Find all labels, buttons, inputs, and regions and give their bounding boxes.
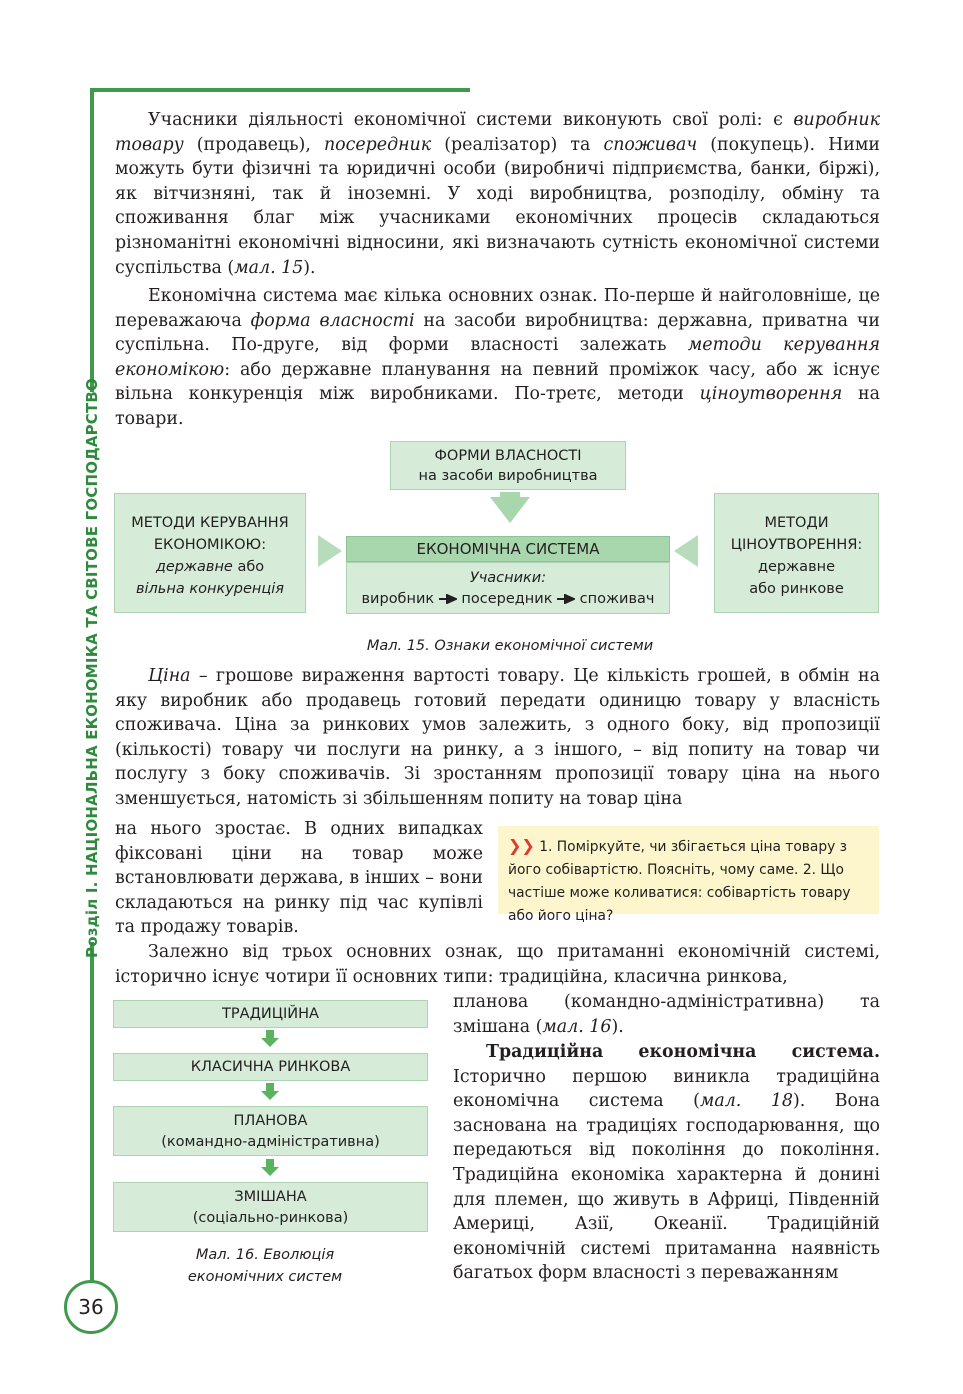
paragraph-price-continued: на нього зростає. В одних випадках фіксовані ціни на товар може встановлювати держава, в інших – вони складаються на ринку під час купівлі та продажу товарів. [115, 819, 483, 938]
figure-16-caption: Мал. 16. Еволюція економічних систем [187, 1247, 343, 1285]
arrow-down-icon [490, 497, 530, 523]
pricing-methods-box: МЕТОДИ ЦІНОУТВОРЕННЯ: державне або ринкове [714, 493, 879, 613]
arrow-down-icon [261, 1030, 279, 1047]
chevron-right-icon: ❯❯ [508, 836, 535, 855]
paragraph-features: Економічна система має кілька основних ознак. По-перше й найголовніше, це переважаюча форма власності на засоби виробництва: державна, приватна чи суспільна. По-друге, від форми власності залежать методи керування економікою: або державне планування на певний проміжок часу, або ж існує вільна конкуренція між виробниками. По-третє, методи ціноутворення на товари. [115, 286, 880, 429]
figure-15-caption: Мал. 15. Ознаки економічної системи [366, 638, 654, 654]
management-methods-box: МЕТОДИ КЕРУВАННЯ ЕКОНОМІКОЮ: державне або вільна конкуренція [114, 493, 306, 613]
margin-rule-horizontal [90, 88, 470, 92]
evolution-step-planned: ПЛАНОВА (командно-адміністративна) [113, 1106, 428, 1156]
evolution-step-traditional: ТРАДИЦІЙНА [113, 1000, 428, 1028]
arrow-down-icon [261, 1083, 279, 1100]
ownership-forms-box: ФОРМИ ВЛАСНОСТІ на засоби виробництва [390, 441, 626, 490]
arrow-right-icon [318, 535, 342, 567]
economic-system-header: ЕКОНОМІЧНА СИСТЕМА [346, 536, 670, 562]
paragraph-types-continued: планова (командно-адміністративна) та змішана (мал. 16). [453, 992, 880, 1037]
paragraph-types: Залежно від трьох основних ознак, що притаманні економічній системі, історично існує чотири її основних типи: традиційна, класична ринкова, [115, 942, 880, 987]
arrow-left-icon [674, 535, 698, 567]
participants-box: Учасники: виробник посередник споживач [346, 562, 670, 614]
page-number: 36 [64, 1280, 118, 1334]
arrow-icon [439, 594, 457, 604]
paragraph-price: Ціна – грошове вираження вартості товару. Це кількість грошей, в обмін на яку виробник або продавець готовий передати одиницю товару у власність споживача. Ціна за ринкових умов залежить, з одного боку, від пропозиції (кількості) товару чи послуги на ринку, а з іншого, – від попиту на товар чи послугу з боку споживачів. Зі зростанням пропозиції товару ціна на нього зменшується, натомість зі збільшенням попиту на товар ціна [115, 666, 880, 809]
paragraph-participants: Учасники діяльності економічної системи виконують свої ролі: є виробник товару (продавець), посередник (реалізатор) та споживач (покупець). Ними можуть бути фізичні та юридичні особи (виробничі підприємства, банки, біржі), як вітчизняні, так й іноземні. У ході виробництва, розподілу, обміну та споживання благ між учасниками економічних процесів складаються різноманітні економічні відносини, які визначають сутність економічної системи суспільства (мал. 15). [115, 110, 880, 278]
evolution-step-mixed: ЗМІШАНА (соціально-ринкова) [113, 1182, 428, 1232]
section-side-title: Розділ І. НАЦІОНАЛЬНА ЕКОНОМІКА ТА СВІТОВЕ ГОСПОДАРСТВО [83, 377, 102, 958]
arrow-icon [557, 594, 575, 604]
paragraph-traditional-system: Традиційна економічна система. Історично першою виникла традиційна економічна система (мал. 18). Вона заснована на традиціях господарювання, що передаються від покоління до покоління. Традиційна економіка характерна й донині для племен, що живуть в Африці, Південній Америці, Азії, Океанії. Традиційній економічній системі притаманна наявність багатьох форм власності з переважанням [453, 1042, 880, 1284]
evolution-step-market: КЛАСИЧНА РИНКОВА [113, 1053, 428, 1081]
question-box: ❯❯ 1. Поміркуйте, чи збігається ціна товару з його собівартістю. Поясніть, чому саме. 2. Що частіше може коливатися: собівартість товару або його ціна? [498, 826, 879, 914]
arrow-down-icon [261, 1159, 279, 1176]
